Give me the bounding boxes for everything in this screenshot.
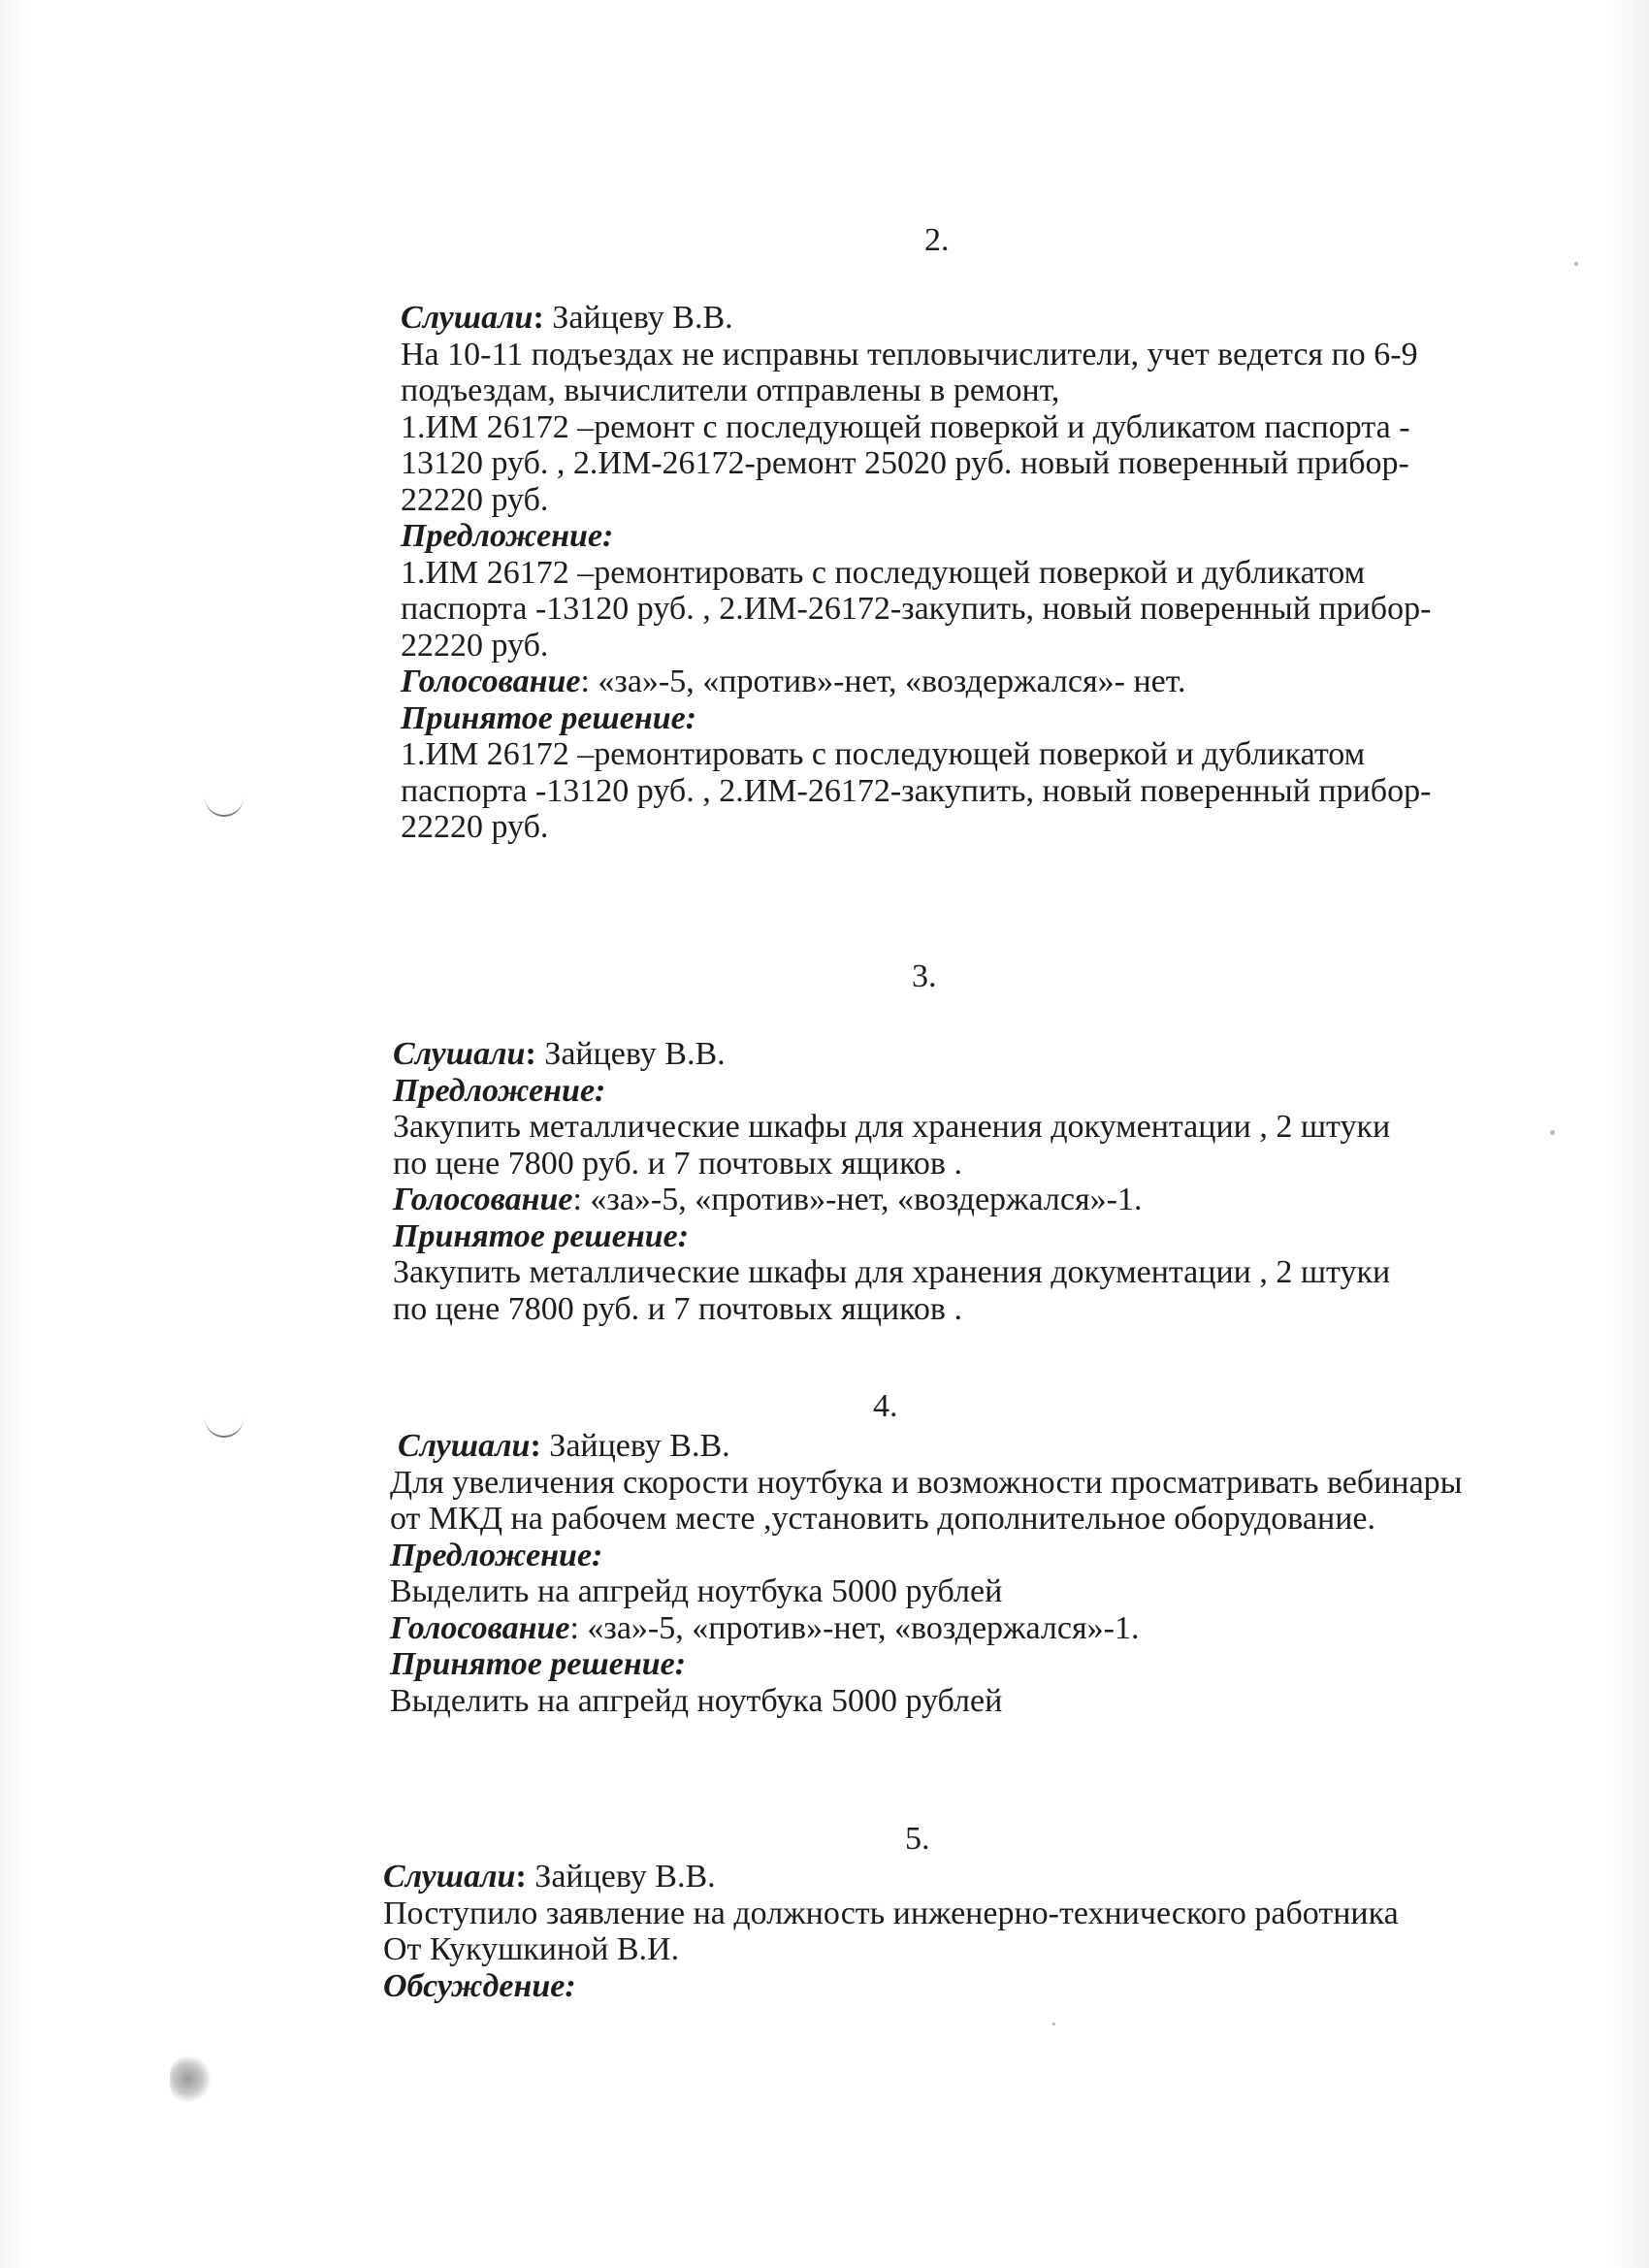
heard-line: Слушали: Зайцеву В.В. — [393, 1036, 726, 1072]
scan-speck — [1052, 2023, 1055, 2025]
heard-name: Зайцеву В.В. — [526, 1859, 716, 1895]
vote-line — [390, 1610, 1463, 1647]
text-line: 22220 руб. — [401, 481, 549, 518]
decision-line: по цене 7800 руб. и 7 почтовых ящиков . — [393, 1290, 962, 1327]
discussion-label: Обсуждение: — [383, 1967, 576, 2004]
heard-label: Слушали — [398, 1428, 531, 1464]
scan-speck — [1550, 1130, 1555, 1135]
text-line: 13120 руб. , 2.ИМ-26172-ремонт 25020 руб. новый поверенный прибор- — [401, 445, 1409, 481]
proposal-label: Предложение: — [390, 1537, 603, 1573]
section-4 — [390, 1428, 1463, 1719]
text-line: Поступило заявление на должность инженерно-технического работника — [383, 1895, 1399, 1931]
decision-line: Выделить на апгрейд ноутбука 5000 рублей — [390, 1682, 1003, 1719]
decision-line: Закупить металлические шкафы для хранения документации , 2 штуки — [393, 1254, 1391, 1290]
proposal-line: паспорта -13120 руб. , 2.ИМ-26172-закупить, новый поверенный прибор- — [401, 591, 1432, 627]
decision-line: 22220 руб. — [401, 809, 549, 845]
heard-name: Зайцеву В.В. — [535, 1036, 726, 1072]
proposal-line: по цене 7800 руб. и 7 почтовых ящиков . — [393, 1145, 962, 1182]
heard-label: Слушали — [401, 300, 534, 336]
decision-label: Принятое решение: — [401, 699, 697, 736]
proposal-label: Предложение: — [393, 1072, 606, 1109]
punch-hole-mark — [205, 1414, 243, 1438]
section-number: 5. — [905, 1821, 930, 1857]
section-2 — [401, 300, 1431, 846]
section-number: 2. — [924, 222, 950, 258]
proposal-line: 1.ИМ 26172 –ремонтировать с последующей поверкой и дубликатом — [401, 554, 1366, 591]
heard-label: Слушали — [393, 1036, 526, 1072]
vote-text: : «за»-5, «против»-нет, «воздержался»-1. — [572, 1182, 1143, 1217]
text-line: Для увеличения скорости ноутбука и возможности просматривать вебинары — [390, 1464, 1463, 1501]
text-line: от МКД на рабочем месте ,установить дополнительное оборудование. — [390, 1501, 1375, 1537]
vote-line — [393, 1182, 1390, 1218]
vote-label: Голосование — [393, 1182, 573, 1217]
vote-text: : «за»-5, «против»-нет, «воздержался»- нет. — [580, 664, 1186, 699]
heard-name: Зайцеву В.В. — [543, 300, 733, 336]
vote-label: Голосование — [401, 664, 581, 699]
vote-line — [401, 664, 1431, 700]
proposal-line: 22220 руб. — [401, 627, 549, 664]
vote-label: Голосование — [390, 1609, 570, 1646]
punch-hole-mark — [205, 794, 243, 817]
text-line: На 10-11 подъездах не исправны тепловычислители, учет ведется по 6-9 — [401, 336, 1418, 373]
heard-line: Слушали: Зайцеву В.В. — [383, 1859, 716, 1895]
heard-line: Слушали: Зайцеву В.В. — [401, 300, 733, 336]
decision-line: 1.ИМ 26172 –ремонтировать с последующей поверкой и дубликатом — [401, 736, 1366, 772]
decision-label: Принятое решение: — [393, 1217, 690, 1254]
heard-label: Слушали — [383, 1859, 516, 1895]
vote-text: : «за»-5, «против»-нет, «воздержался»-1. — [569, 1609, 1140, 1646]
scan-speck — [1574, 262, 1578, 266]
decision-label: Принятое решение: — [390, 1646, 687, 1682]
section-number: 4. — [873, 1388, 898, 1424]
proposal-line: Закупить металлические шкафы для хранения документации , 2 штуки — [393, 1109, 1391, 1145]
text-line: От Кукушкиной В.И. — [383, 1931, 680, 1967]
decision-line: паспорта -13120 руб. , 2.ИМ-26172-закупить, новый поверенный прибор- — [401, 772, 1432, 809]
section-number: 3. — [912, 958, 937, 994]
section-5 — [383, 1859, 1399, 2004]
scan-smudge — [170, 2055, 210, 2103]
heard-line: Слушали: Зайцеву В.В. — [398, 1428, 730, 1464]
text-line: 1.ИМ 26172 –ремонт с последующей поверкой и дубликатом паспорта - — [401, 408, 1410, 445]
proposal-label: Предложение: — [401, 518, 614, 554]
heard-name: Зайцеву В.В. — [540, 1428, 730, 1464]
text-line: подъездам, вычислители отправлены в ремонт, — [401, 373, 1060, 408]
proposal-line: Выделить на апгрейд ноутбука 5000 рублей — [390, 1573, 1003, 1609]
section-3 — [393, 1036, 1390, 1327]
